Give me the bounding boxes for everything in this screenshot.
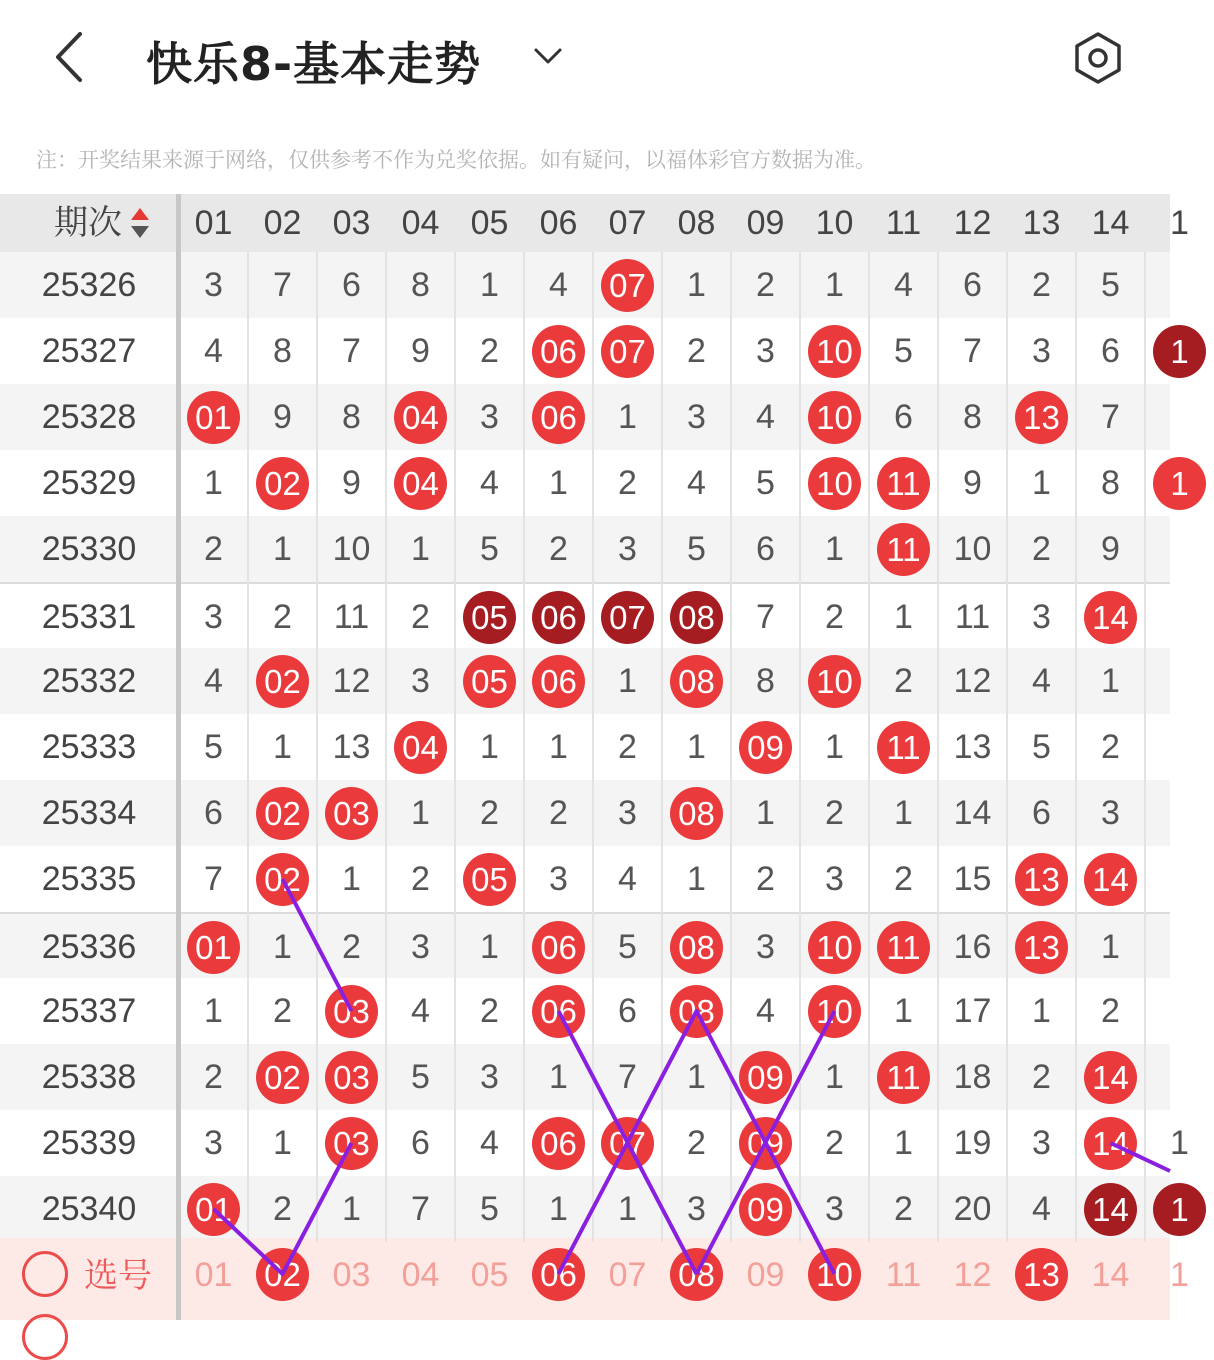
omission-count: 6 (204, 794, 223, 832)
pick-label: 选号 (84, 1256, 152, 1296)
omission-count: 1 (273, 1124, 292, 1162)
omission-count: 2 (825, 794, 844, 832)
column-divider (730, 252, 732, 1242)
omission-count: 7 (273, 266, 292, 304)
omission-count: 12 (953, 662, 992, 700)
omission-count: 3 (825, 860, 844, 898)
period-cell: 25336 (41, 928, 137, 966)
omission-count: 4 (756, 398, 775, 436)
omission-count: 1 (549, 1190, 568, 1228)
column-header-5: 05 (470, 204, 509, 242)
drawn-number-ball: 08 (670, 787, 723, 840)
omission-count: 9 (273, 398, 292, 436)
omission-count: 13 (953, 728, 992, 766)
pick-number[interactable]: 01 (194, 1256, 233, 1294)
period-cell: 25337 (41, 992, 137, 1030)
omission-count: 3 (618, 794, 637, 832)
omission-count: 1 (618, 398, 637, 436)
column-divider (799, 252, 801, 1242)
drawn-number-ball: 05 (463, 655, 516, 708)
column-header-15: 1 (1170, 204, 1189, 242)
period-cell: 25334 (41, 794, 137, 832)
omission-count: 1 (273, 728, 292, 766)
period-cell: 25331 (41, 598, 137, 636)
omission-count: 1 (342, 1190, 361, 1228)
drawn-number-ball: 13 (1015, 391, 1068, 444)
omission-count: 3 (204, 598, 223, 636)
drawn-number-ball: 07 (601, 259, 654, 312)
omission-count: 2 (480, 992, 499, 1030)
column-divider (1075, 252, 1077, 1242)
period-cell: 25327 (41, 332, 137, 370)
drawn-number-ball: 07 (601, 1117, 654, 1170)
drawn-number-ball: 09 (739, 1051, 792, 1104)
period-cell: 25333 (41, 728, 137, 766)
omission-count: 4 (756, 992, 775, 1030)
sort-up-down-icon[interactable] (128, 206, 152, 240)
drawn-number-ball: 02 (256, 853, 309, 906)
omission-count: 5 (687, 530, 706, 568)
omission-count: 3 (1032, 1124, 1051, 1162)
drawn-number-ball: 03 (325, 1117, 378, 1170)
drawn-number-ball: 10 (808, 655, 861, 708)
omission-count: 3 (1101, 794, 1120, 832)
column-header-7: 07 (608, 204, 647, 242)
drawn-number-ball: 03 (325, 1051, 378, 1104)
omission-count: 1 (1032, 992, 1051, 1030)
omission-count: 5 (756, 464, 775, 502)
trend-table (0, 194, 1189, 1320)
selected-number-ball[interactable]: 06 (532, 1248, 585, 1301)
column-header-14: 14 (1091, 204, 1130, 242)
omission-count: 3 (687, 398, 706, 436)
omission-count: 19 (953, 1124, 992, 1162)
omission-count: 1 (480, 928, 499, 966)
omission-count: 2 (894, 860, 913, 898)
omission-count: 5 (618, 928, 637, 966)
column-divider (385, 252, 387, 1242)
period-cell: 25328 (41, 398, 137, 436)
omission-count: 2 (480, 794, 499, 832)
drawn-number-ball: 02 (256, 787, 309, 840)
column-header-4: 04 (401, 204, 440, 242)
omission-count: 4 (204, 662, 223, 700)
omission-count: 1 (342, 860, 361, 898)
omission-count: 1 (894, 1124, 913, 1162)
omission-count: 20 (953, 1190, 992, 1228)
omission-count: 1 (756, 794, 775, 832)
selected-number-ball[interactable]: 02 (256, 1248, 309, 1301)
omission-count: 3 (204, 1124, 223, 1162)
drawn-number-ball: 14 (1084, 853, 1137, 906)
period-cell: 25340 (41, 1190, 137, 1228)
drawn-number-ball: 09 (739, 1183, 792, 1236)
omission-count: 1 (549, 464, 568, 502)
omission-count: 14 (953, 794, 992, 832)
omission-count: 8 (411, 266, 430, 304)
column-divider (454, 252, 456, 1242)
omission-count: 3 (1032, 332, 1051, 370)
omission-count: 2 (618, 464, 637, 502)
omission-count: 8 (963, 398, 982, 436)
drawn-number-ball: 02 (256, 457, 309, 510)
drawn-number-ball: 1 (1153, 457, 1206, 510)
drawn-number-ball: 14 (1084, 1117, 1137, 1170)
drawn-number-ball: 11 (877, 523, 930, 576)
omission-count: 7 (1101, 398, 1120, 436)
drawn-number-ball: 05 (463, 853, 516, 906)
pick-number[interactable]: 14 (1091, 1256, 1130, 1294)
drawn-number-ball: 03 (325, 787, 378, 840)
omission-count: 3 (480, 1058, 499, 1096)
omission-count: 1 (894, 598, 913, 636)
back-button[interactable] (40, 22, 100, 92)
drawn-number-ball: 08 (670, 655, 723, 708)
drawn-number-ball: 08 (670, 591, 723, 644)
omission-count: 10 (332, 530, 371, 568)
column-divider (868, 252, 870, 1242)
omission-count: 3 (687, 1190, 706, 1228)
omission-count: 4 (480, 1124, 499, 1162)
omission-count: 2 (825, 1124, 844, 1162)
omission-count: 1 (411, 530, 430, 568)
omission-count: 9 (963, 464, 982, 502)
omission-count: 2 (756, 860, 775, 898)
selected-number-ball[interactable]: 08 (670, 1248, 723, 1301)
omission-count: 7 (963, 332, 982, 370)
omission-count: 3 (549, 860, 568, 898)
drawn-number-ball: 04 (394, 391, 447, 444)
drawn-number-ball: 04 (394, 721, 447, 774)
page-title: 快乐8-基本走势 (146, 37, 482, 91)
omission-count: 6 (894, 398, 913, 436)
drawn-number-ball: 03 (325, 985, 378, 1038)
omission-count: 3 (480, 398, 499, 436)
drawn-number-ball: 1 (1153, 325, 1206, 378)
drawn-number-ball: 05 (463, 591, 516, 644)
omission-count: 5 (411, 1058, 430, 1096)
drawn-number-ball: 13 (1015, 853, 1068, 906)
drawn-number-ball: 13 (1015, 921, 1068, 974)
settings-button[interactable] (1068, 28, 1128, 88)
column-header-12: 12 (953, 204, 992, 242)
omission-count: 2 (1101, 728, 1120, 766)
pick-number[interactable]: 1 (1170, 1256, 1189, 1294)
omission-count: 2 (756, 266, 775, 304)
omission-count: 2 (342, 928, 361, 966)
omission-count: 4 (411, 992, 430, 1030)
pick-number[interactable]: 03 (332, 1256, 371, 1294)
drawn-number-ball: 01 (187, 391, 240, 444)
drawn-number-ball: 14 (1084, 591, 1137, 644)
omission-count: 2 (204, 1058, 223, 1096)
omission-count: 2 (618, 728, 637, 766)
drawn-number-ball: 10 (808, 325, 861, 378)
omission-count: 17 (953, 992, 992, 1030)
omission-count: 6 (1101, 332, 1120, 370)
omission-count: 1 (273, 928, 292, 966)
omission-count: 9 (411, 332, 430, 370)
column-divider (661, 252, 663, 1242)
drawn-number-ball: 02 (256, 1051, 309, 1104)
drawn-number-ball: 1 (1153, 1183, 1206, 1236)
omission-count: 2 (411, 598, 430, 636)
omission-count: 13 (332, 728, 371, 766)
omission-count: 18 (953, 1058, 992, 1096)
omission-count: 1 (1101, 928, 1120, 966)
omission-count: 6 (756, 530, 775, 568)
drawn-number-ball: 14 (1084, 1051, 1137, 1104)
omission-count: 6 (411, 1124, 430, 1162)
omission-count: 1 (1101, 662, 1120, 700)
pick-radio-secondary[interactable] (22, 1314, 68, 1360)
omission-count: 2 (549, 530, 568, 568)
omission-count: 1 (687, 860, 706, 898)
omission-count: 16 (953, 928, 992, 966)
omission-count: 4 (1032, 1190, 1051, 1228)
omission-count: 5 (204, 728, 223, 766)
column-header-8: 08 (677, 204, 716, 242)
omission-count: 1 (549, 1058, 568, 1096)
drawn-number-ball: 02 (256, 655, 309, 708)
column-divider (937, 252, 939, 1242)
omission-count: 2 (1032, 1058, 1051, 1096)
omission-count: 7 (342, 332, 361, 370)
pick-number[interactable]: 07 (608, 1256, 647, 1294)
omission-count: 2 (1101, 992, 1120, 1030)
omission-count: 5 (480, 1190, 499, 1228)
omission-count: 1 (1032, 464, 1051, 502)
omission-count: 2 (687, 332, 706, 370)
period-cell: 25326 (41, 266, 137, 304)
omission-count: 1 (825, 728, 844, 766)
column-header-1: 01 (194, 204, 233, 242)
omission-count: 1 (1170, 1124, 1189, 1162)
omission-count: 1 (825, 1058, 844, 1096)
omission-count: 1 (825, 530, 844, 568)
column-header-9: 09 (746, 204, 785, 242)
omission-count: 7 (618, 1058, 637, 1096)
period-cell: 25329 (41, 464, 137, 502)
pick-number[interactable]: 11 (885, 1256, 922, 1294)
column-divider (523, 252, 525, 1242)
omission-count: 3 (618, 530, 637, 568)
column-divider (1144, 252, 1146, 1242)
omission-count: 2 (825, 598, 844, 636)
omission-count: 1 (273, 530, 292, 568)
period-column-divider (176, 194, 181, 1320)
omission-count: 1 (204, 464, 223, 502)
omission-count: 5 (894, 332, 913, 370)
drawn-number-ball: 10 (808, 921, 861, 974)
omission-count: 3 (756, 928, 775, 966)
column-divider (592, 252, 594, 1242)
omission-count: 7 (411, 1190, 430, 1228)
drawn-number-ball: 08 (670, 921, 723, 974)
drawn-number-ball: 09 (739, 721, 792, 774)
omission-count: 1 (687, 1058, 706, 1096)
drawn-number-ball: 09 (739, 1117, 792, 1170)
period-header-label: 期次 (54, 203, 122, 243)
omission-count: 1 (618, 662, 637, 700)
chevron-left-icon (40, 22, 100, 92)
omission-count: 3 (825, 1190, 844, 1228)
omission-count: 5 (1101, 266, 1120, 304)
omission-count: 4 (549, 266, 568, 304)
omission-count: 3 (411, 662, 430, 700)
period-cell: 25335 (41, 860, 137, 898)
omission-count: 1 (480, 266, 499, 304)
omission-count: 7 (204, 860, 223, 898)
omission-count: 1 (549, 728, 568, 766)
omission-count: 8 (756, 662, 775, 700)
column-header-11: 11 (885, 204, 922, 242)
column-header-3: 03 (332, 204, 371, 242)
omission-count: 4 (894, 266, 913, 304)
settings-hexagon-icon (1068, 28, 1128, 88)
selected-number-ball[interactable]: 13 (1015, 1248, 1068, 1301)
omission-count: 2 (1032, 266, 1051, 304)
omission-count: 6 (342, 266, 361, 304)
drawn-number-ball: 06 (532, 591, 585, 644)
selected-number-ball[interactable]: 10 (808, 1248, 861, 1301)
column-divider (1006, 252, 1008, 1242)
omission-count: 3 (756, 332, 775, 370)
omission-count: 3 (204, 266, 223, 304)
omission-count: 4 (204, 332, 223, 370)
omission-count: 12 (332, 662, 371, 700)
omission-count: 2 (894, 662, 913, 700)
drawn-number-ball: 01 (187, 1183, 240, 1236)
drawn-number-ball: 10 (808, 457, 861, 510)
drawn-number-ball: 01 (187, 921, 240, 974)
omission-count: 7 (756, 598, 775, 636)
column-header-2: 02 (263, 204, 302, 242)
omission-count: 2 (273, 992, 292, 1030)
omission-count: 1 (687, 728, 706, 766)
omission-count: 8 (342, 398, 361, 436)
omission-count: 8 (1101, 464, 1120, 502)
drawn-number-ball: 11 (877, 457, 930, 510)
omission-count: 1 (618, 1190, 637, 1228)
period-cell: 25338 (41, 1058, 137, 1096)
omission-count: 1 (411, 794, 430, 832)
drawn-number-ball: 04 (394, 457, 447, 510)
omission-count: 9 (1101, 530, 1120, 568)
period-cell: 25332 (41, 662, 137, 700)
drawn-number-ball: 08 (670, 985, 723, 1038)
drawn-number-ball: 10 (808, 985, 861, 1038)
omission-count: 1 (204, 992, 223, 1030)
pick-radio[interactable] (22, 1251, 68, 1297)
omission-count: 10 (953, 530, 992, 568)
pick-number[interactable]: 09 (746, 1256, 785, 1294)
disclaimer-notice: 注：开奖结果来源于网络，仅供参考不作为兑奖依据。如有疑问，以福体彩官方数据为准。 (36, 148, 876, 172)
omission-count: 2 (480, 332, 499, 370)
drawn-number-ball: 11 (877, 721, 930, 774)
omission-count: 2 (549, 794, 568, 832)
header-bar (0, 0, 1170, 120)
omission-count: 2 (1032, 530, 1051, 568)
omission-count: 1 (894, 992, 913, 1030)
drawn-number-ball: 06 (532, 325, 585, 378)
drawn-number-ball: 10 (808, 391, 861, 444)
omission-count: 1 (894, 794, 913, 832)
drawn-number-ball: 06 (532, 921, 585, 974)
omission-count: 4 (618, 860, 637, 898)
drawn-number-ball: 11 (877, 921, 930, 974)
drawn-number-ball: 14 (1084, 1183, 1137, 1236)
omission-count: 3 (1032, 598, 1051, 636)
pick-number[interactable]: 04 (401, 1256, 440, 1294)
omission-count: 4 (1032, 662, 1051, 700)
drawn-number-ball: 06 (532, 391, 585, 444)
omission-count: 11 (954, 598, 991, 636)
drawn-number-ball: 11 (877, 1051, 930, 1104)
omission-count: 4 (480, 464, 499, 502)
drawn-number-ball: 06 (532, 1117, 585, 1170)
omission-count: 3 (411, 928, 430, 966)
omission-count: 1 (825, 266, 844, 304)
omission-count: 6 (618, 992, 637, 1030)
period-cell: 25330 (41, 530, 137, 568)
omission-count: 1 (687, 266, 706, 304)
omission-count: 9 (342, 464, 361, 502)
column-header-13: 13 (1022, 204, 1061, 242)
omission-count: 5 (1032, 728, 1051, 766)
drawn-number-ball: 06 (532, 985, 585, 1038)
column-divider (247, 252, 249, 1242)
omission-count: 2 (273, 1190, 292, 1228)
period-cell: 25339 (41, 1124, 137, 1162)
omission-count: 2 (273, 598, 292, 636)
column-divider (316, 252, 318, 1242)
title-dropdown-button[interactable] (528, 36, 568, 76)
column-header-6: 06 (539, 204, 578, 242)
omission-count: 6 (1032, 794, 1051, 832)
omission-count: 1 (480, 728, 499, 766)
pick-number[interactable]: 05 (470, 1256, 509, 1294)
omission-count: 5 (480, 530, 499, 568)
drawn-number-ball: 07 (601, 591, 654, 644)
omission-count: 11 (333, 598, 370, 636)
omission-count: 4 (687, 464, 706, 502)
drawn-number-ball: 06 (532, 655, 585, 708)
chevron-down-icon (528, 36, 568, 76)
omission-count: 2 (411, 860, 430, 898)
omission-count: 2 (687, 1124, 706, 1162)
drawn-number-ball: 07 (601, 325, 654, 378)
omission-count: 8 (273, 332, 292, 370)
column-header-10: 10 (815, 204, 854, 242)
omission-count: 2 (204, 530, 223, 568)
omission-count: 15 (953, 860, 992, 898)
omission-count: 2 (894, 1190, 913, 1228)
omission-count: 6 (963, 266, 982, 304)
pick-number[interactable]: 12 (953, 1256, 992, 1294)
